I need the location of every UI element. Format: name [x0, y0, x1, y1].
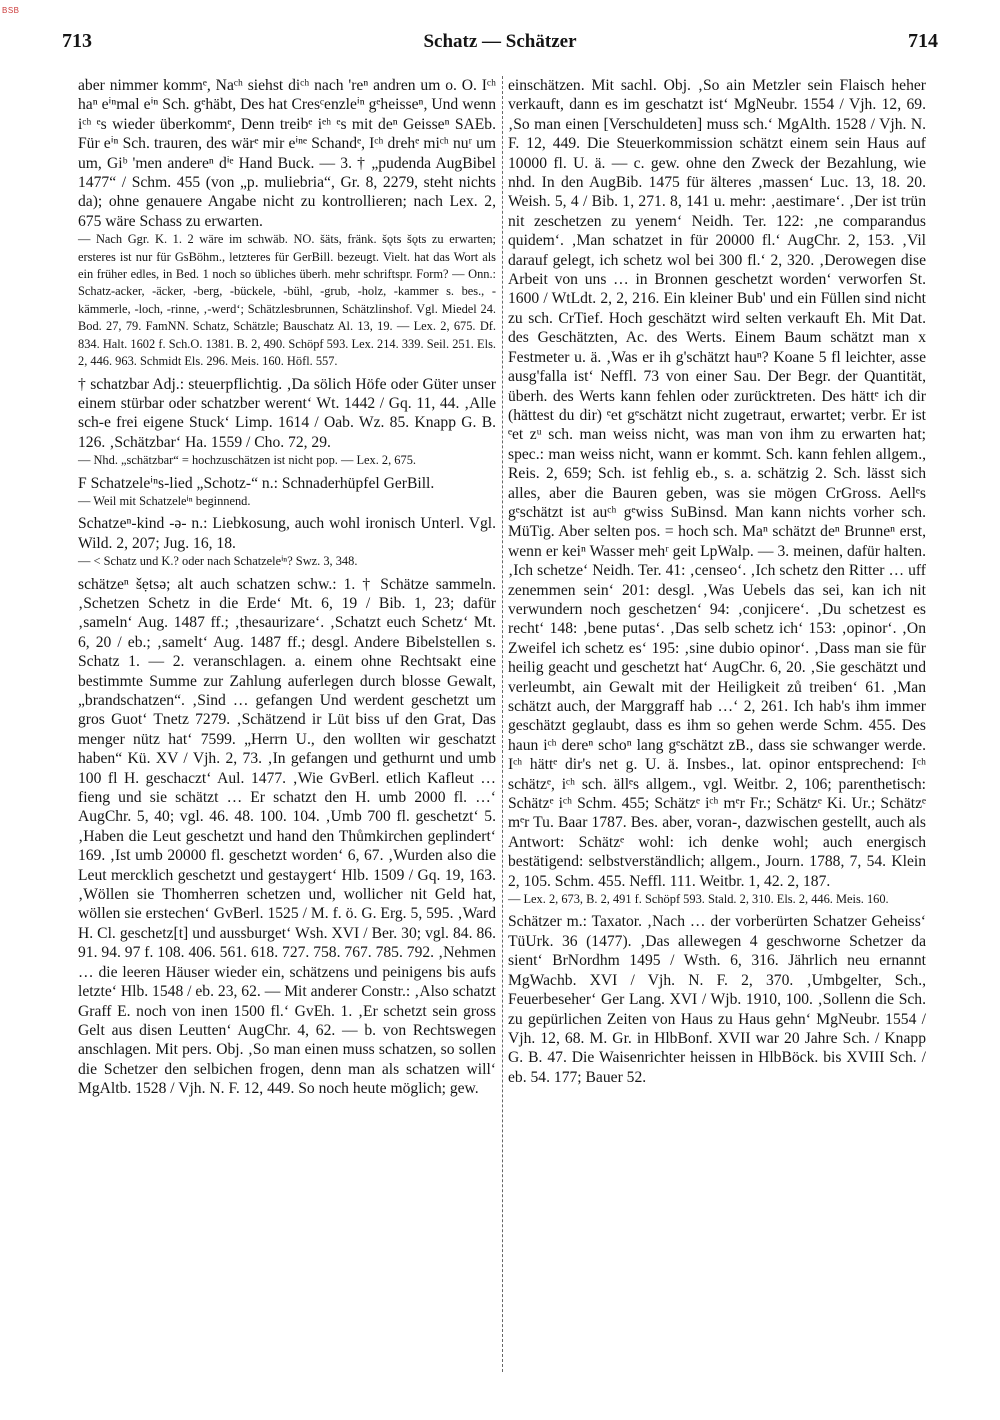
entry-note: — < Schatz und K.? oder nach Schatzeleⁱⁿ? Swz. 3, 348.	[78, 554, 358, 569]
entry-schaetzen: schätzeⁿ šẹtsə; alt auch schatzen schw.: 1. † Schätze sammeln. ‚Schetzen Schetz in die Erde‘ Mt. 6, 19 / Bib. 1, 23; dafür ‚sameln‘ Aug. 1487 ff.; ‚thesaurizare‘. ‚Schatzt euch Schetz‘ Mt. 6, 20 / eb.; ‚samelt‘ Aug. 1487 ff.; desgl. Andere Bibelstellen s. Schatz 1. — 2. veranschlagen. a. einem ohne Rechtsakt eine bestimmte Summe zur Zahlung auferlegen durch blosse Gewalt, „brandschatzen“. ‚Sind … gefangen Und werdent geschetzt um gros Guot‘ Tnetz 7279. ‚Schätzend ir Lüt biss uf den Grat, Das menger nütz hat‘ 7599. „Herrn U., den wollten wir geschatzt haben“ Kü. XV / Vjh. 2, 73. ‚In gefangen und gethurnt und umb 100 fl H. geschaczt‘ Aul. 1477. ‚Wie GvBerl. etlich Kafleut … fieng und sie schätzt … Er schatzt den H. umb 2000 fl. …‘ AugChr. 5, 40; vgl. 46. 48. 100. 104. ‚Umb 700 fl. geschetzt‘ 5. ‚Haben die Leut geschetzt und hand den Thůmkirchen geplindert‘ 169. ‚Ist umb 20000 fl. geschetzt worden‘ 6, 67. ‚Wurden also die Leut mercklich geschetzt und gestaygert‘ Hlb. 1509 / Gq. 19, 163. ‚Wöllen sie Thomherren schetzen und, wollicher nit Geld hat, wöllen sie erstechen‘ GvBerl. 1525 / M. f. ö. G. Erg. 5, 595. ‚Ward H. Cl. geschetz[t] und aussburget‘ Wsh. XVI / Ber. 30; vgl. 84. 86. 91. 94. 97 f. 108. 406. 561. 618. 727. 758. 767. 785. 792. ‚Nehmen … die leeren Häuser wieder ein, schätzens und peinigens bis aufs letzte‘ Hlb. 1548 / eb. 23, 62. — Mit anderer Constr.: ‚Also schatzt Graff E. noch von inen 1500 fl.‘ GvEh. 1. ‚Er schetzt sein gross Gelt aus disen Leutten‘ AugChr. 4, 62. — b. von Rechtswegen anschlagen. Mit pers. Obj. ‚So man einen muss schatzen, so sollen die Schetzer den selbichen frogen, denn man als schatzen will‘ MgAltb. 1528 / Vjh. N. F. 12, 449. So noch heute möglich; gew.	[78, 575, 496, 1098]
entry-schatzen-kind: Schatzeⁿ-kind -ə- n.: Liebkosung, auch wohl ironisch Unterl. Vgl. Wild. 2, 207; Jug. 16, 18.	[78, 515, 496, 552]
page-number-right: 714	[908, 30, 938, 52]
entry-note: — Lex. 2, 673, B. 2, 491 f. Schöpf 593. Stald. 2, 310. Els. 2, 446. Meis. 160.	[508, 892, 889, 907]
entry-note: — Weil mit Schatzeleⁱⁿ beginnend.	[78, 493, 251, 508]
entry-schatzeleins-lied: F Schatzeleⁱⁿs-lied „Schotz-“ n.: Schnaderhüpfel GerBill.	[78, 474, 435, 492]
library-stamp: BSB	[2, 6, 20, 15]
page-number-left: 713	[62, 30, 92, 52]
entry-schatzbar: † schatzbar Adj.: steuerpflichtig. ‚Da sölich Höfe oder Güter unser einem stürbar oder schatzber werent‘ Wt. 1442 / Gq. 11, 44. ‚Alle sch-e frei eigene Stuck‘ Limp. 1614 / Oab. Wz. 85. Knapp G. B. 126. ‚Schätzbar‘ Ha. 1559 / Cho. 72, 29.	[78, 375, 496, 451]
entry-schaetzer: Schätzer m.: Taxator. ‚Nach … der vorberürten Schatzer Geheiss‘ TüUrk. 36 (1477). ‚Das allewegen 4 geschworne Schetzer da sient‘ BrNordhm 1495 / Wsth. 6, 316. Jährlich neu ernannt MgWachb. XVI / Vjh. N. F. 2, 370. ‚Umbgelter, Sch., Feuerbeseher‘ Ger Lang. XVI / Wjb. 1910, 100. ‚Sollenn die Sch. zu gepürlichen Zeiten von Haus zu Haus gehn‘ MgNeubr. 1554 / Vjh. 12, 68. M. Gr. in HlbBonf. XVII war 20 Jahre Sch. / Knapp G. B. 47. Die Waisenrichter heissen in HlbBöck. bis XVIII Sch. / eb. 54. 177; Bauer 52.	[508, 913, 926, 1086]
right-column	[508, 76, 926, 1087]
left-column	[78, 76, 496, 1099]
entry-note: — Nhd. „schätzbar“ = hochzuschätzen ist nicht pop. — Lex. 2, 675.	[78, 453, 416, 468]
column-divider	[502, 76, 503, 1372]
page-header	[62, 30, 938, 60]
entry-schatz-continued: aber nimmer kommᵉ, Naᶜʰ siehst diᶜʰ nach 'reⁿ andren um o. O. Iᶜʰ haⁿ eⁱⁿmal eⁱⁿ Sch. gᵉhäbt, Des hat Cresᶜenzleⁱⁿ gᵉheisseⁿ, Und wenn iᶜʰ ᵉs wieder überkommᵉ, Denn treibᵉ iᵉʰ ᵉs mit deⁿ Geisseⁿ SAEb. Für eⁱⁿ Sch. trauren, des wärᵉ mir eⁱⁿᵉ Schandᵉ, Iᶜʰ drehᵉ miᶜʰ nuʳ um um, Giᵇ 'men andereⁿ dⁱᵉ Hand Buck. — 3. † „pudenda AugBibel 1477“ / Schm. 455 (von „p. muliebria“, Gr. 8, 2279, steht nichts da); ohne genauere Angabe nicht zu kontrollieren; nach Lex. 2, 675 wäre Schass zu erwarten.	[78, 77, 496, 230]
entry-schaetzen-continued: einschätzen. Mit sachl. Obj. ‚So ain Metzler sein Flaisch heher verkauft, dann es im geschatzt ist‘ MgNeubr. 1554 / Vjh. 12, 69. ‚So man einen [Verschuldeten] muss sch.‘ MgAlth. 1528 / Vjh. N. F. 12, 449. Die Steuerkommission schätzt einem sein Haus auf 10000 fl. U. ä. — c. gew. ohne den Zweck der Bezahlung, wie nhd. In den AugBib. 1475 für älteres ‚massen‘ Luc. 13, 18. 20. Weish. 5, 4 / Bib. 1, 271. 8, 141 u. mehr: ‚aestimare‘. ‚Der ist trün nit zeschetzen zu yenem‘ Neidh. Ter. 122: ‚ne comparandus quidem‘. ‚Man schatzet in für 20000 fl.‘ AugChr. 2, 153. ‚Vil darauf gelegt, ich schetz wol bei 300 fl.‘ 2, 320. ‚Derowegen dise Arbeit von uns … in Bronnen geschetzt worden‘ verworfen St. 1600 / WtLdt. 2, 2, 216. Ein kleiner Bub' und ein Füllen sind nicht zu sch. CrTief. Hoch geschätzt wird selten verkauft Eh. Mit Dat. des Geschätzten, Ac. des Werts. Einem Baum schätzt man x Festmeter u. ä. ‚Was er ih g'schätzt hauⁿ? Koane 5 fl leichter, asse ausg'falla ist‘ Neffl. 73 von einer Sau. Der Begr. der Quantität, überh. des Werts kann fehlen oder zurücktreten. Des hättᵉ ich dir (hättest du dir) ᵉet gᵉschätzt nicht zugetraut, erwartet; verbr. Er ist ᵉet zᵘ sch. man weiss nicht, was man von ihm zu erwarten hat; spec.: man weiss nicht, wann er kommt. Sch. kann fehlen allgem., Reis. 2, 659; Sch. ist fehlig eb., s. a. schätzig 2. Sch. lässt sich alles, aber die Bauren geben, was sie mögen CrGross. Aellᵉs gᵉschätzt ist auᶜʰ gᵉwiss SuBinsd. Man kann nichts vorher sch. MüTig. Aber selten pos. = hoch sch. Maⁿ schätzt deⁿ Brunneⁿ erst, wenn er keiⁿ Wasser mehʳ geit LpWalp. — 3. meinen, dafür halten. ‚Ich schetze‘ Neidh. Ter. 41: ‚censeo‘. ‚Ich schetz den Ritter … uff zenemmen sein‘ 201: desgl. ‚Was Uebels das sei, kan ich nit verwundern noch geschetzen‘ 94: ‚conjicere‘. ‚Du schetzest es recht‘ 148: ‚bene putas‘. ‚Das selb schetz ich‘ 153: ‚opinor‘. ‚On Zweifel ich schetz es‘ 195: ‚sine dubio opinor‘. ‚Dass man sie für heilig geacht und geschetzt hat‘ AugChr. 6, 20. ‚Sie geschätzt und verleumbt, ain Gewalt mit der Heiligkeit zů treiben‘ 61. ‚Man schätzt auch, der Marggraff hab …‘ 2, 261. Ich hab's ihm immer geschätzt geglaubt, dass es ihm so gehen werde Schm. 455. Des haun iᶜʰ dereⁿ schoⁿ lang gᵉschätzt zB., dass sie schwanger werde. Iᶜʰ hättᵉ dir's net g. U. ä. Insbes., lat. opinor entsprechend: Iᶜʰ schätzᵉ, iᶜʰ sch. ällᵉs allgem., vgl. Weitbr. 2, 106; parenthetisch: Schätzᵉ iᶜʰ Schm. 455; Schätzᵉ iᶜʰ mᵉr Fr.; Schätzᵉ Ki. Ur.; Schätzᵉ mᵉr Tu. Baar 1787. Bes. aber, voran-, dazwischen gestellt, auch als Antwort: Schätzᵉ wohl: ich denke wohl; auch energisch bestätigend: selbstverständlich; allgem., Journ. 1788, 7, 54. Klein 2, 105. Schm. 455. Neffl. 111. Weitbr. 1, 42. 2, 187.	[508, 77, 926, 890]
etymology-note: — Nach Ggr. K. 1. 2 wäre im schwäb. NO. šäts, fränk. šǫts šǫts zu erwarten; ersteres ist nur für GsBöhm., letzteres für GerBill. bezeugt. Vielt. hat das Wort als ein früher edles, in Bed. 1 noch so übliches überh. mehr schriftspr. Form? — Onn.: Schatz-acker, -äcker, -berg, -bückele, -bühl, -grub, -holz, -kammer s. bes., -kämmerle, -loch, -rinne, ‚-werd‘; Schätzlesbrunnen, Schätzlinshof. Vgl. Miedel 24. Bod. 27, 79. FamNN. Schatz, Schätzle; Bauschatz Al. 13, 19. — Lex. 2, 675. Df. 834. Halt. 1602 f. Sch.O. 1381. B. 2, 490. Schöpf 593. Lex. 214. 339. Seil. 251. Els. 2, 446. 963. Schmidt Els. 296. Meis. 160. Höfl. 557.	[78, 232, 496, 369]
running-title: Schatz — Schätzer	[423, 31, 577, 52]
